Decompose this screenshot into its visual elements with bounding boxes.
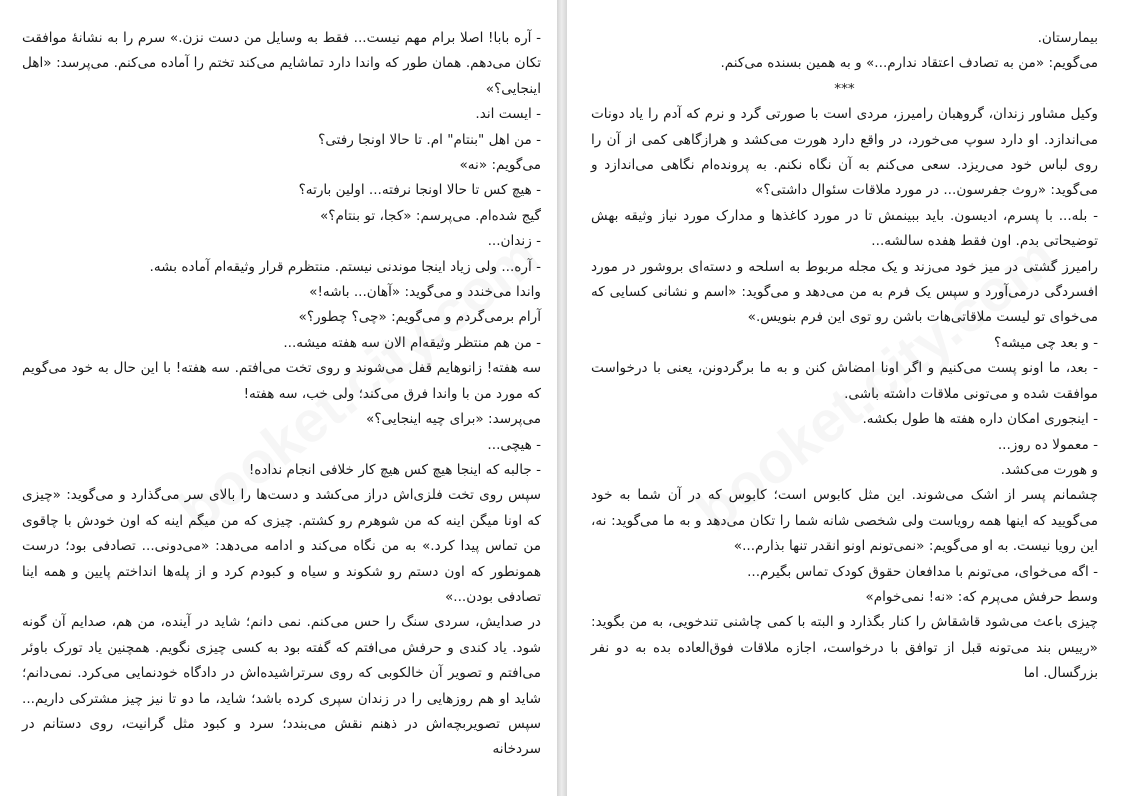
paragraph: سه هفته! زانوهایم قفل می‌شوند و روی تخت می‌افتم. سه هفته! با این حال به خود می‌گویم که مورد من با واندا فرق می‌کند؛ ولی خب، سه هفته! [22,360,541,402]
paragraph: و هورت می‌کشد. [1000,461,1098,478]
paragraph: - هیچی... [487,436,541,453]
section-separator: *** [834,80,855,97]
paragraph: می‌گویم: «نه» [459,157,541,174]
left-page [0,0,557,796]
paragraph: وکیل مشاور زندان، گروهبان رامیرز، مردی است با صورتی گرد و نرم که آدم را یاد دونات می‌اندازد. او دارد سوپ می‌خورد، در واقع دارد هورت می‌کشد و هرازگاهی کمی از آن را روی لباس خود می‌ریزد. سعی می‌کنم به آن نگاه نکنم. به پرونده‌ام نگاهی می‌اندازد و می‌گوید: «روث جفرسون... در مورد ملاقات سئوال داشتی؟» [591,106,1098,199]
paragraph: چشمانم پسر از اشک می‌شوند. این مثل کابوس است؛ کابوس که در آن شما به خود می‌گویید که اینها همه رویاست ولی شخصی شانه شما را تکان می‌دهد و به ما می‌گوید: نه، این رویا نیست. به او می‌گویم: «نمی‌تونم اونو انقدر تنها بذارم...» [591,487,1098,555]
paragraph: - آره بابا! اصلا برام مهم نیست... فقط به وسایل من دست نزن.» سرم را به نشانهٔ موافقت تکان می‌دهم. همان طور که واندا دارد تماشایم می‌کند تختم را آماده می‌کنم. می‌پرسد: «اهل اینجایی؟» [22,30,541,97]
paragraph: - من اهل "بنتام" ام. تا حالا اونجا رفتی؟ [318,131,541,148]
paragraph: - آره... ولی زیاد اینجا موندنی نیستم. منتظرم قرار وثیقه‌ام آماده بشه. [149,258,541,275]
paragraph: بیمارستان. [1037,30,1098,46]
paragraph: - من هم منتظر وثیقه‌ام الان سه هفته میشه... [283,334,541,351]
paragraph: می‌پرسد: «برای چیه اینجایی؟» [366,411,541,428]
paragraph: - بعد، ما اونو پست می‌کنیم و اگر اونا امضاش کنن و به ما برگردونن، یعنی با درخواست موافقت شده و می‌تونی ملاقات داشته باشی. [591,360,1098,402]
paragraph: - معمولا ده روز... [997,436,1098,453]
right-page-text [591,26,1098,687]
right-page [567,0,1124,796]
paragraph: - هیچ کس تا حالا اونجا نرفته... اولین بارته؟ [298,182,541,199]
paragraph: - ایست اند. [475,106,541,123]
paragraph: وسط حرفش می‌پرم که: «نه! نمی‌خوام» [865,588,1098,605]
paragraph: واندا می‌خندد و می‌گوید: «آهان... باشه!» [309,284,541,301]
paragraph: در صدایش، سردی سنگ را حس می‌کنم. نمی دانم؛ شاید در آینده، من هم، صدایم آن گونه شود. یاد کندی و حرفش می‌افتم که گفته بود به کسی چیزی نگویم. همچنین یاد تورک باوئر می‌افتم و تصویر آن خالکوبی که روی سرتراشیده‌اش در دادگاه خودنمایی می‌کرد. نمی‌دانم؛ شاید او هم روزهایی را در زندان سپری کرده باشد؛ شاید، ما دو تا نیز چیز مشترکی داریم... سپس تصویربچه‌اش در ذهنم نقش می‌بندد؛ سرد و کبود مثل گرانیت، روی دستانم در سردخانه [22,614,541,758]
paragraph: می‌گویم: «من به تصادف اعتقاد ندارم...» و به همین بسنده می‌کنم. [720,55,1098,72]
paragraph: - اینجوری امکان داره هفته ها طول بکشه. [862,411,1098,428]
left-page-text [22,26,541,763]
paragraph: - زندان... [487,233,541,250]
paragraph: گیج شده‌ام. می‌پرسم: «کجا، تو بنتام؟» [319,207,541,224]
book-gutter [557,0,567,796]
paragraph: - و بعد چی میشه؟ [994,334,1098,351]
paragraph: سپس روی تخت فلزی‌اش دراز می‌کشد و دست‌ها را بالای سر می‌گذارد و می‌گوید: «چیزی که اونا میگن اینه که من شوهرم رو کشتم. چیزی که من میگم اینه که اون خودش با چاقوی من تماس پیدا کرد.» به من نگاه می‌کند و ادامه می‌دهد: «می‌دونی... تصادفی بود؛ درست همونطور که اون دستم رو شکوند و سیاه و کبودم کرد و از پله‌ها انداختم پایین و همه اینا تصادفی بودن...» [22,487,541,605]
paragraph: رامیرز گشتی در میز خود می‌زند و یک مجله مربوط به اسلحه و دسته‌ای بروشور در مورد افسردگی درمی‌آورد و سپس یک فرم به من می‌دهد و می‌گوید: «اسم و نشانی کسایی که می‌خوای تو لیست ملاقاتی‌هات باشن رو توی این فرم بنویس.» [591,258,1098,326]
paragraph: آرام برمی‌گردم و می‌گویم: «چی؟ چطور؟» [298,309,541,326]
paragraph: چیزی باعث می‌شود قاشقاش را کنار بگذارد و البته با کمی چاشنی تندخویی، به من بگوید: «رییس بند می‌تونه قبل از توافق با درخواست، اجازه ملاقات فوق‌العاده بده به دو نفر بزرگسال. اما [591,614,1098,682]
paragraph: - جالبه که اینجا هیچ کس هیچ کار خلافی انجام نداده! [248,461,541,478]
paragraph: - بله... با پسرم، ادیسون. باید ببینمش تا در مورد کاغذها و مدارک مورد نیاز وثیقه بهش توضیحاتی بدم. اون فقط هفده سالشه... [591,207,1098,250]
paragraph: - اگه می‌خوای، می‌تونم با مدافعان حقوق کودک تماس بگیرم... [747,563,1098,580]
